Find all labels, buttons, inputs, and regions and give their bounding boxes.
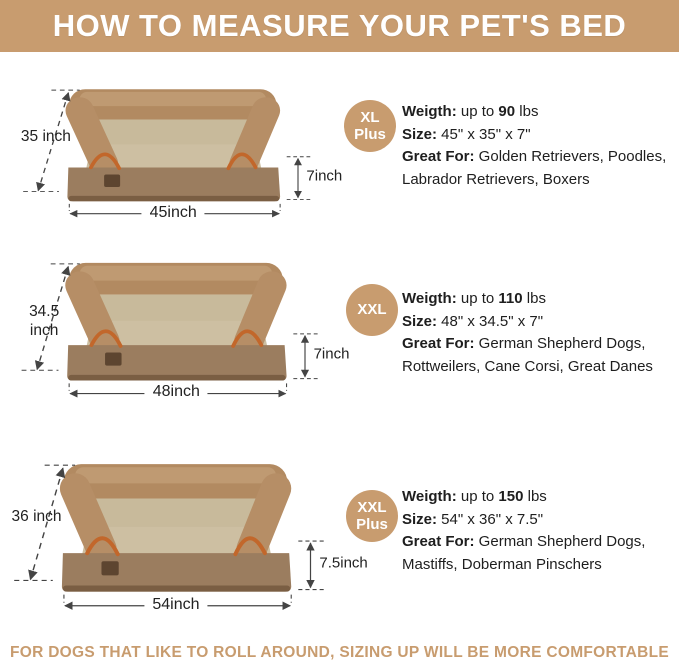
great-for-label: Great For: <box>402 335 475 352</box>
badge-size-text: Plus <box>354 126 386 143</box>
great-for-line <box>402 531 679 576</box>
size-value: 45" x 35" x 7" <box>437 125 531 143</box>
great-for-value: German Shepherd Dogs, Mastiffs, Doberman Pinschers <box>402 533 646 573</box>
width-dimension-label: 54inch <box>144 596 207 614</box>
footer-banner <box>0 640 679 666</box>
width-dimension-label: 45inch <box>142 204 205 222</box>
bed-scene-xl-plus <box>10 75 343 235</box>
page-title: HOW TO MEASURE YOUR PET'S BED <box>52 8 627 43</box>
weight-value: 150 <box>498 488 524 505</box>
great-for-label: Great For: <box>402 148 475 165</box>
great-for-value: German Shepherd Dogs, Rottweilers, Cane Corsi, Great Danes <box>402 335 653 375</box>
size-line <box>402 311 679 334</box>
weight-unit: lbs <box>523 488 547 505</box>
size-badge-xxl-plus <box>346 490 398 542</box>
great-for-line <box>402 333 679 378</box>
depth-dimension-label: 35 inch <box>20 127 71 145</box>
weight-unit: lbs <box>515 103 539 120</box>
header-banner <box>0 0 679 52</box>
height-dimension-label: 7.5inch <box>319 554 368 572</box>
great-for-value: Golden Retrievers, Poodles, Labrador Retrievers, Boxers <box>402 148 667 188</box>
size-value: 54" x 36" x 7.5" <box>437 510 544 528</box>
weight-label: Weigth: <box>402 488 457 505</box>
weight-line <box>402 101 679 124</box>
badge-size-text: XXL <box>357 498 387 516</box>
weight-label: Weigth: <box>402 290 457 307</box>
bed-scene-xxl <box>8 248 350 416</box>
weight-pre: up to <box>456 103 499 120</box>
badge-size-text: XXL <box>357 301 387 319</box>
size-line <box>402 509 679 532</box>
spec-block-xxl-plus <box>402 486 679 576</box>
height-dimension-label: 7inch <box>313 345 350 363</box>
depth-dimension-label: 34.5 inch <box>29 303 60 339</box>
size-label: Size: <box>402 510 438 528</box>
weight-line <box>402 486 679 509</box>
size-label: Size: <box>402 312 438 330</box>
weight-line <box>402 288 679 311</box>
sizing-advice-note: FOR DOGS THAT LIKE TO ROLL AROUND, SIZING UP WILL BE MORE COMFORTABLE <box>9 644 670 661</box>
depth-dimension-label: 36 inch <box>11 508 62 526</box>
size-badge-xl-plus <box>344 100 396 152</box>
spec-block-xl-plus <box>402 101 679 191</box>
weight-pre: up to <box>456 488 499 505</box>
width-dimension-label: 48inch <box>145 383 208 401</box>
badge-size-text: Plus <box>356 516 388 533</box>
badge-size-text: XL <box>360 108 380 126</box>
weight-unit: lbs <box>522 290 546 307</box>
weight-value: 90 <box>498 103 516 120</box>
bed-scene-xxl-plus <box>0 448 368 630</box>
great-for-label: Great For: <box>402 533 475 550</box>
spec-block-xxl <box>402 288 679 378</box>
weight-value: 110 <box>498 290 523 307</box>
height-dimension-label: 7inch <box>306 167 343 185</box>
size-value: 48" x 34.5" x 7" <box>437 312 544 330</box>
size-label: Size: <box>402 125 438 143</box>
great-for-line <box>402 146 679 191</box>
weight-label: Weigth: <box>402 103 457 120</box>
size-badge-xxl <box>346 284 398 336</box>
size-line <box>402 124 679 147</box>
weight-pre: up to <box>456 290 499 307</box>
